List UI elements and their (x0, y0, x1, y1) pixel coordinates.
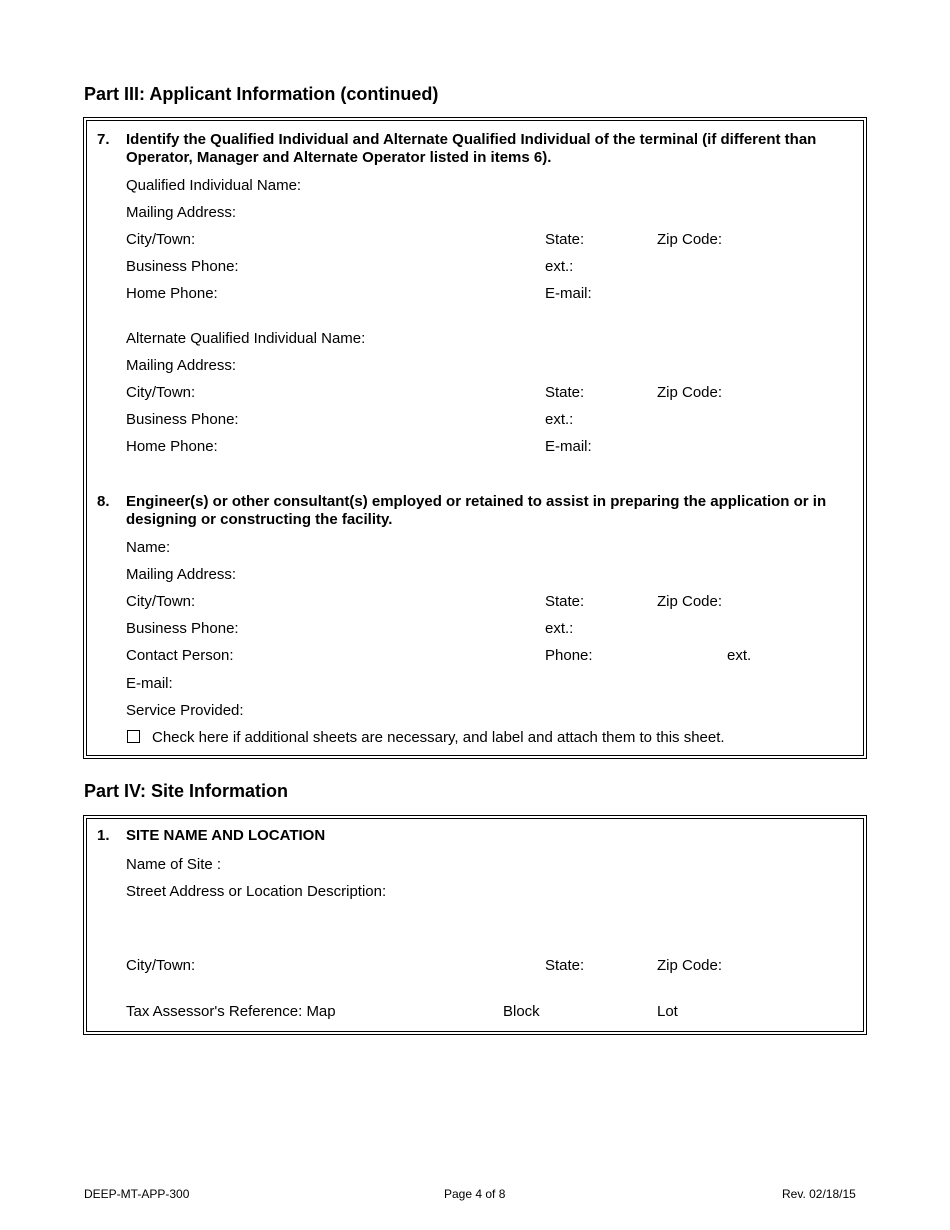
site-state-label: State: (545, 957, 585, 974)
part-iv-title: Part IV: Site Information (84, 781, 289, 801)
additional-sheets-label: Check here if additional sheets are necessary, and label and attach them to this sheet. (152, 729, 725, 746)
alt-qi-email-label: E-mail: (545, 438, 592, 455)
alt-qi-zip-label: Zip Code: (657, 384, 723, 401)
qi-ext-label: ext.: (545, 258, 574, 275)
tax-block-label: Block (503, 1003, 540, 1020)
eng-phone-ext-label: ext. (727, 647, 752, 664)
eng-mailing-label: Mailing Address: (126, 566, 237, 583)
qi-mailing-label: Mailing Address: (126, 204, 237, 221)
alt-qi-mailing-label: Mailing Address: (126, 357, 237, 374)
site-name-label: Name of Site : (126, 856, 222, 873)
site-zip-label: Zip Code: (657, 957, 723, 974)
tax-assessor-map-label: Tax Assessor's Reference: Map (126, 1003, 336, 1020)
eng-contact-person-label: Contact Person: (126, 647, 234, 664)
eng-ext-label: ext.: (545, 620, 574, 637)
street-address-label: Street Address or Location Description: (126, 883, 387, 900)
site-item-1-number: 1. (97, 827, 110, 844)
part-iii-title: Part III: Applicant Information (continued) (84, 84, 439, 104)
qi-business-phone-label: Business Phone: (126, 258, 239, 275)
eng-state-label: State: (545, 593, 585, 610)
qi-email-label: E-mail: (545, 285, 592, 302)
qi-home-phone-label: Home Phone: (126, 285, 218, 302)
qi-zip-label: Zip Code: (657, 231, 723, 248)
part-iv-box (83, 815, 867, 1035)
eng-city-label: City/Town: (126, 593, 196, 610)
item-8-question: Engineer(s) or other consultant(s) employed or retained to assist in preparing the application or in designing or constructing the facility. (126, 493, 827, 528)
alt-qi-ext-label: ext.: (545, 411, 574, 428)
eng-phone-label: Phone: (545, 647, 593, 664)
eng-service-label: Service Provided: (126, 702, 244, 719)
site-city-label: City/Town: (126, 957, 196, 974)
alt-qi-state-label: State: (545, 384, 585, 401)
footer-page-number: Page 4 of 8 (444, 1187, 506, 1201)
site-name-location-heading: SITE NAME AND LOCATION (126, 827, 326, 844)
footer-form-id: DEEP-MT-APP-300 (84, 1187, 190, 1201)
alt-qi-home-phone-label: Home Phone: (126, 438, 218, 455)
alt-qi-business-phone-label: Business Phone: (126, 411, 239, 428)
qi-state-label: State: (545, 231, 585, 248)
qi-name-label: Qualified Individual Name: (126, 177, 302, 194)
alt-qi-city-label: City/Town: (126, 384, 196, 401)
item-7-number: 7. (97, 131, 110, 148)
eng-email-label: E-mail: (126, 675, 173, 692)
eng-zip-label: Zip Code: (657, 593, 723, 610)
eng-name-label: Name: (126, 539, 171, 556)
item-7-question: Identify the Qualified Individual and Alternate Qualified Individual of the terminal (if different than Operator, Manager and Alternate Operator listed in items 6). (126, 131, 817, 166)
additional-sheets-checkbox[interactable] (127, 730, 140, 743)
eng-business-phone-label: Business Phone: (126, 620, 239, 637)
item-8-number: 8. (97, 493, 110, 510)
qi-city-label: City/Town: (126, 231, 196, 248)
tax-lot-label: Lot (657, 1003, 678, 1020)
footer-revision: Rev. 02/18/15 (782, 1187, 856, 1201)
alt-qi-name-label: Alternate Qualified Individual Name: (126, 330, 366, 347)
